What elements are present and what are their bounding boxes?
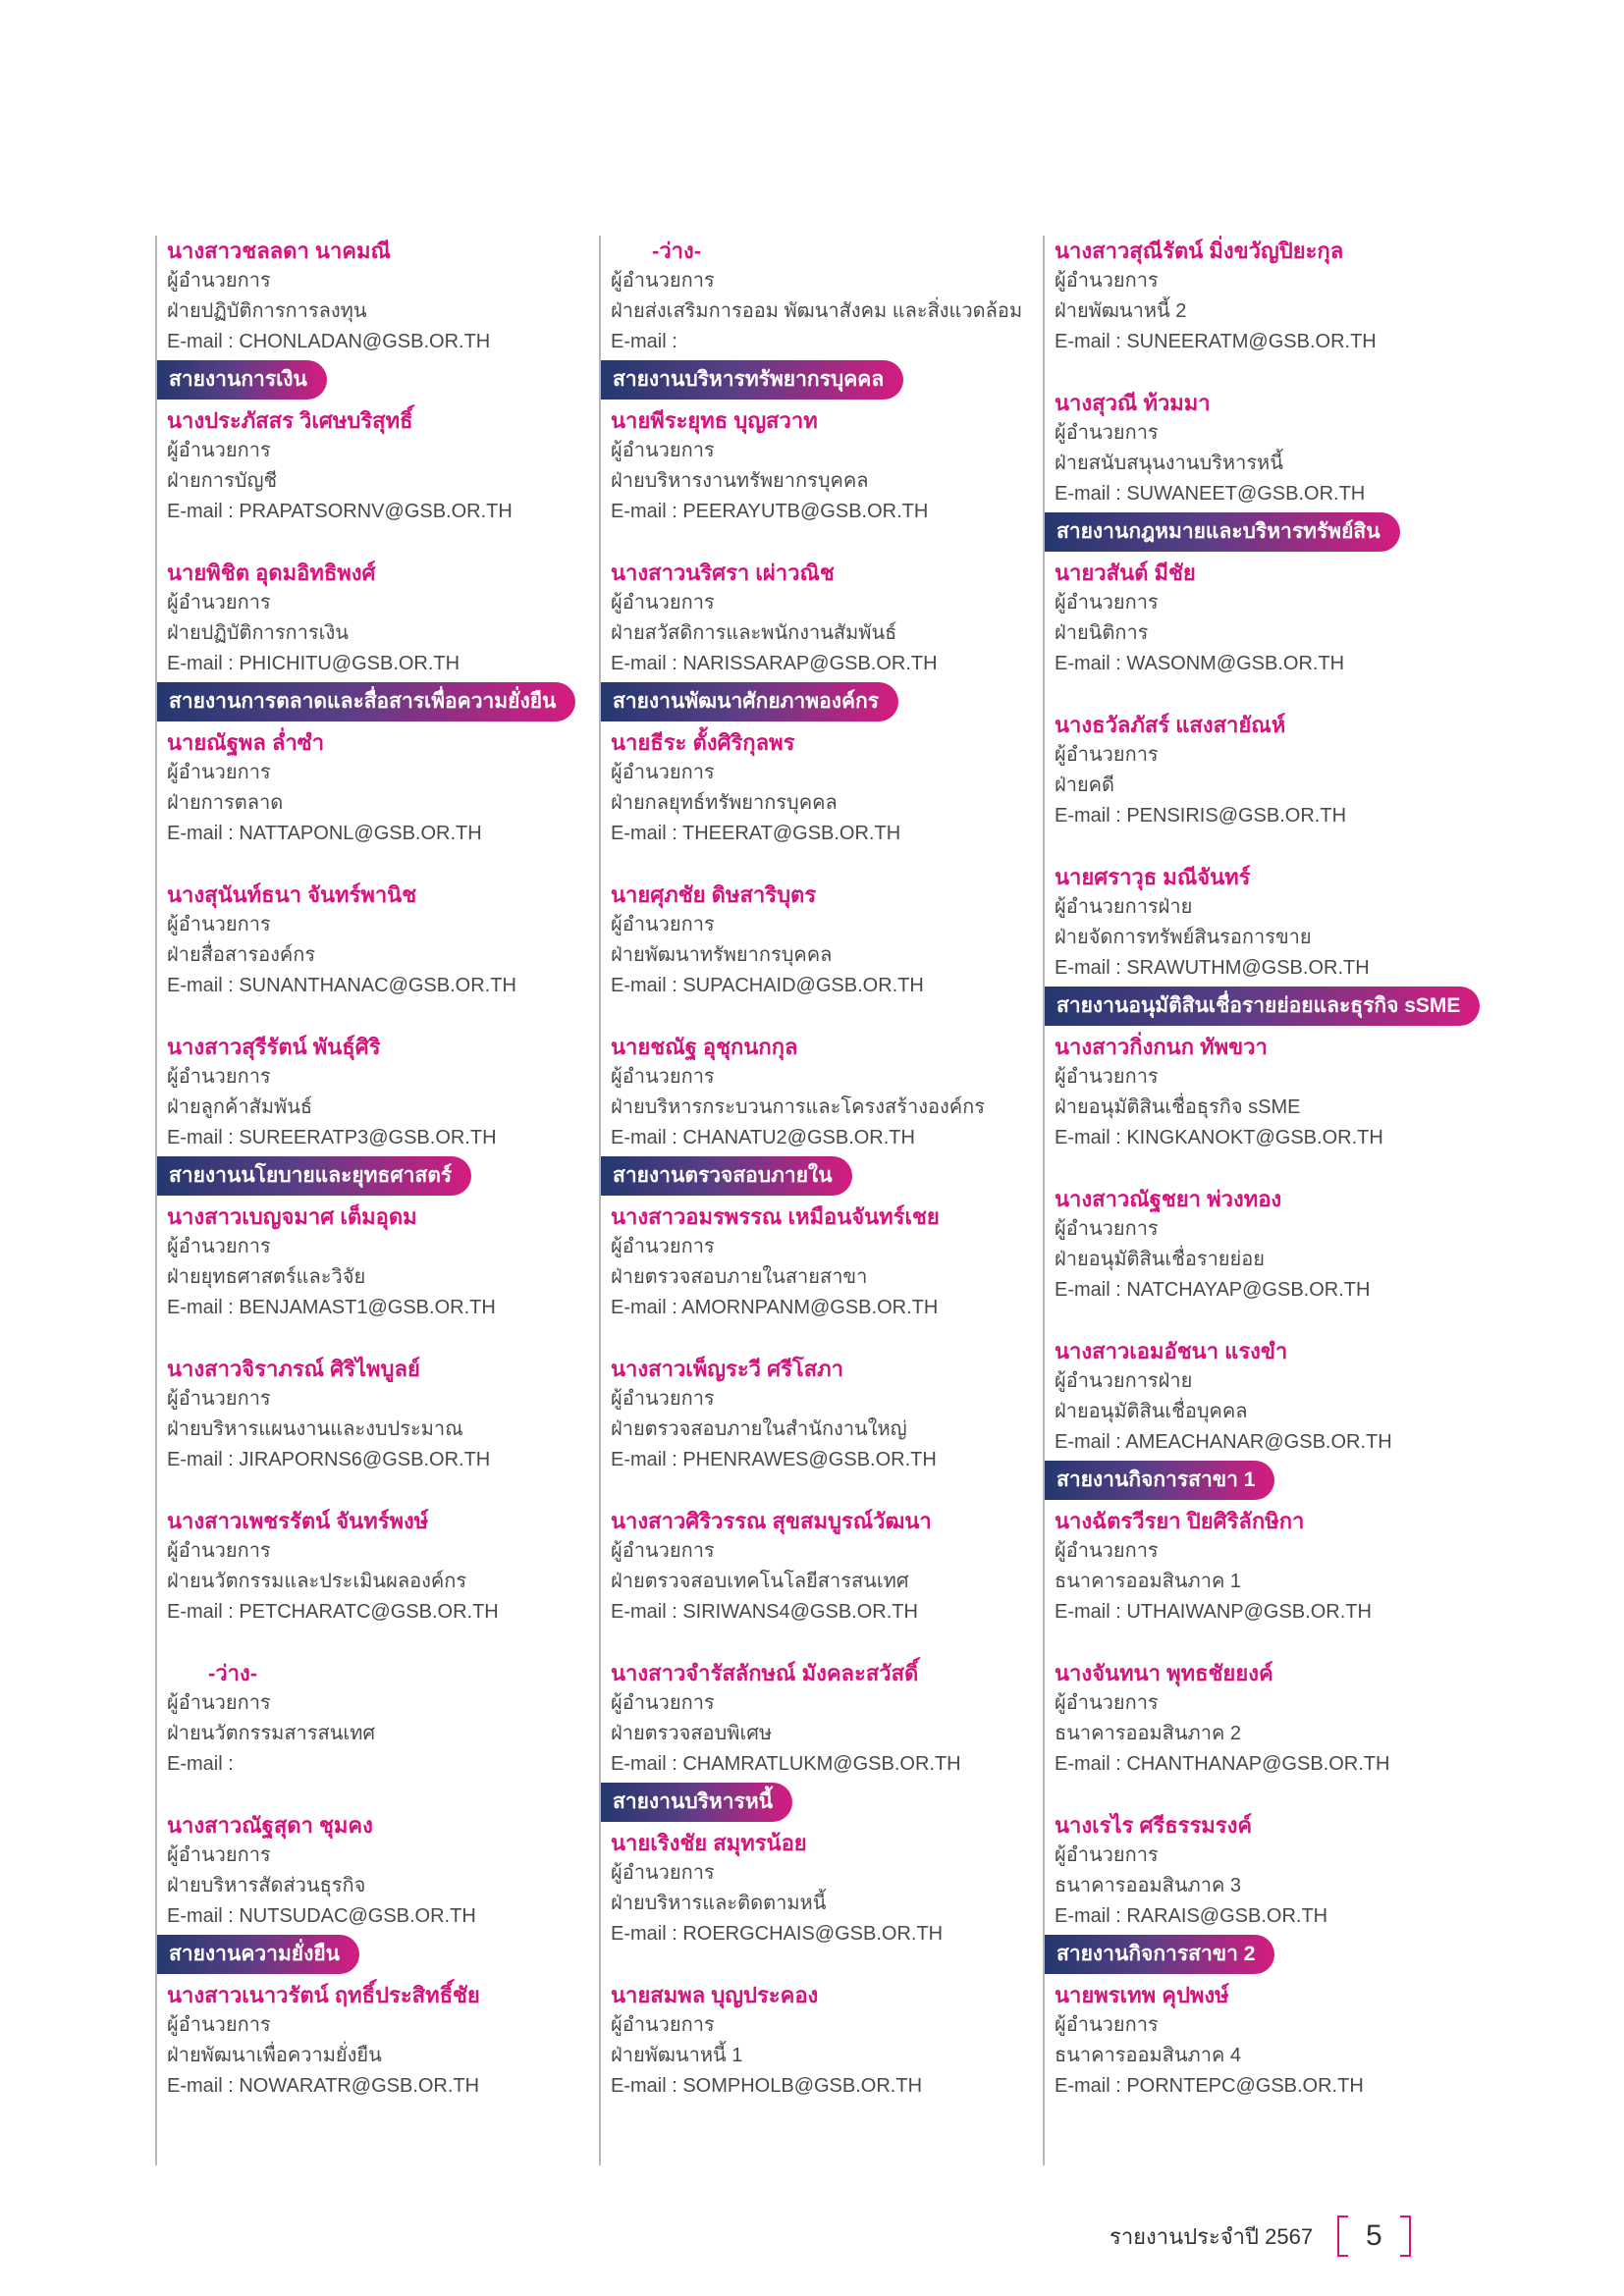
email-address[interactable]: E-mail : CHONLADAN@GSB.OR.TH: [167, 331, 491, 352]
position-title: ผู้อำนวยการ: [611, 440, 715, 461]
position-title: ผู้อำนวยการ: [611, 2014, 715, 2036]
position-title: ผู้อำนวยการ: [611, 592, 715, 614]
contact-entry: [611, 1354, 1033, 1475]
department-name: ฝ่ายส่งเสริมการออม พัฒนาสังคม และสิ่งแวดล้อม: [611, 300, 1023, 322]
report-title: รายงานประจำปี 2567: [1110, 2223, 1314, 2249]
email-address[interactable]: E-mail : WASONM@GSB.OR.TH: [1055, 653, 1345, 674]
column-2: [599, 236, 1033, 2165]
contact-entry: [1055, 1032, 1477, 1153]
department-name: ฝ่ายพัฒนาเพื่อความยั่งยืน: [167, 2045, 382, 2066]
email-address[interactable]: E-mail : AMORNPANM@GSB.OR.TH: [611, 1297, 939, 1318]
person-name: นางจันทนา พุทธชัยยงค์: [1055, 1661, 1273, 1685]
person-name: นางสาวจิราภรณ์ ศิริไพบูลย์: [167, 1357, 420, 1381]
contact-entry: [167, 1032, 589, 1153]
contact-entry: [1055, 1810, 1477, 1932]
left-bracket-icon: [1337, 2216, 1348, 2257]
position-title: ผู้อำนวยการ: [167, 914, 271, 935]
contact-entry: [1055, 1980, 1477, 2102]
email-address[interactable]: E-mail : CHAMRATLUKM@GSB.OR.TH: [611, 1753, 961, 1775]
contact-entry: [1055, 1658, 1477, 1780]
section-header: สายงานนโยบายและยุทธศาสตร์: [157, 1156, 471, 1196]
position-title: ผู้อำนวยการ: [167, 762, 271, 783]
email-address[interactable]: E-mail : SUNANTHANAC@GSB.OR.TH: [167, 975, 516, 996]
section-header: สายงานกิจการสาขา 2: [1045, 1935, 1274, 1974]
email-address[interactable]: E-mail : SUPACHAID@GSB.OR.TH: [611, 975, 924, 996]
page-footer: [1110, 2216, 1411, 2255]
contact-entry: [1055, 862, 1477, 984]
position-title: ผู้อำนวยการฝ่าย: [1055, 896, 1193, 918]
contact-entry: [611, 558, 1033, 679]
email-address[interactable]: E-mail : SUWANEET@GSB.OR.TH: [1055, 483, 1366, 505]
section-header: สายงานความยั่งยืน: [157, 1935, 359, 1974]
email-address[interactable]: E-mail : PORNTEPC@GSB.OR.TH: [1055, 2075, 1364, 2097]
right-bracket-icon: [1400, 2216, 1411, 2257]
contact-entry: [1055, 558, 1477, 679]
department-name: ธนาคารออมสินภาค 2: [1055, 1723, 1242, 1744]
person-name: นางสาวอมรพรรณ เหมือนจันทร์เชย: [611, 1204, 940, 1229]
department-name: ฝ่ายตรวจสอบเทคโนโลยีสารสนเทศ: [611, 1571, 909, 1592]
person-name: นางสาวเพชรรัตน์ จันทร์พงษ์: [167, 1509, 429, 1533]
position-title: ผู้อำนวยการ: [611, 1862, 715, 1884]
person-name: นายพรเทพ คุปพงษ์: [1055, 1983, 1229, 2007]
email-address[interactable]: E-mail : PHENRAWES@GSB.OR.TH: [611, 1449, 937, 1470]
person-name: นายเริงชัย สมุทรน้อย: [611, 1831, 807, 1855]
person-name: นางสาวเนาวรัตน์ ฤทธิ์ประสิทธิ์ชัย: [167, 1983, 480, 2007]
department-name: ฝ่ายสวัสดิการและพนักงานสัมพันธ์: [611, 622, 897, 644]
position-title: ผู้อำนวยการ: [167, 1066, 271, 1088]
contact-entry: [611, 1506, 1033, 1628]
person-name: นายสมพล บุญประคอง: [611, 1983, 819, 2007]
position-title: ผู้อำนวยการ: [167, 270, 271, 292]
section-header: สายงานการเงิน: [157, 360, 327, 400]
contact-entry: [167, 1506, 589, 1628]
column-3: [1043, 236, 1477, 2165]
email-address[interactable]: E-mail : PEERAYUTB@GSB.OR.TH: [611, 501, 929, 522]
email-address[interactable]: E-mail : THEERAT@GSB.OR.TH: [611, 823, 901, 844]
email-address[interactable]: E-mail : ROERGCHAIS@GSB.OR.TH: [611, 1923, 944, 1945]
position-title: ผู้อำนวยการ: [611, 1540, 715, 1562]
position-title: ผู้อำนวยการ: [1055, 422, 1159, 444]
person-name: นายธีระ ตั้งศิริกุลพร: [611, 730, 795, 755]
page-number: 5: [1365, 2219, 1382, 2252]
position-title: ผู้อำนวยการ: [1055, 270, 1159, 292]
department-name: ฝ่ายปฏิบัติการการลงทุน: [167, 300, 367, 322]
contact-entry: [1055, 710, 1477, 831]
position-title: ผู้อำนวยการฝ่าย: [1055, 1370, 1193, 1392]
email-address[interactable]: E-mail : PENSIRIS@GSB.OR.TH: [1055, 805, 1347, 827]
person-name: นายพีระยุทธ บุญสวาท: [611, 408, 818, 433]
position-title: ผู้อำนวยการ: [1055, 1844, 1159, 1866]
department-name: ฝ่ายนวัตกรรมสารสนเทศ: [167, 1723, 376, 1744]
contact-entry: [167, 236, 589, 357]
person-name: นางประภัสสร วิเศษบริสุทธิ์: [167, 408, 413, 433]
person-name: นางสุนันท์ธนา จันทร์พานิช: [167, 882, 417, 907]
department-name: ฝ่ายตรวจสอบภายในสายสาขา: [611, 1266, 868, 1288]
contact-entry: [611, 236, 1033, 357]
contact-entry: [167, 1658, 589, 1780]
position-title: ผู้อำนวยการ: [1055, 1218, 1159, 1240]
contact-entry: [611, 1201, 1033, 1323]
contact-entry: [1055, 1336, 1477, 1458]
email-address[interactable]: E-mail : NATCHAYAP@GSB.OR.TH: [1055, 1279, 1371, 1301]
email-address[interactable]: E-mail :: [167, 1753, 234, 1775]
email-address[interactable]: E-mail : NARISSARAP@GSB.OR.TH: [611, 653, 938, 674]
department-name: ฝ่ายบริหารและติดตามหนี้: [611, 1893, 827, 1914]
section-header: สายงานบริหารทรัพยากรบุคคล: [601, 360, 903, 400]
department-name: ฝ่ายปฏิบัติการการเงิน: [167, 622, 349, 644]
contact-entry: [611, 880, 1033, 1001]
department-name: ฝ่ายบริหารแผนงานและงบประมาณ: [167, 1418, 463, 1440]
department-name: ธนาคารออมสินภาค 3: [1055, 1875, 1242, 1896]
email-address[interactable]: E-mail : SUREERATP3@GSB.OR.TH: [167, 1127, 497, 1148]
department-name: ฝ่ายพัฒนาทรัพยากรบุคคล: [611, 944, 833, 966]
email-address[interactable]: E-mail : SIRIWANS4@GSB.OR.TH: [611, 1601, 918, 1623]
position-title: ผู้อำนวยการ: [167, 1236, 271, 1257]
section-header: สายงานพัฒนาศักยภาพองค์กร: [601, 682, 898, 721]
section-header: สายงานกฎหมายและบริหารทรัพย์สิน: [1045, 512, 1400, 552]
person-name: นางสาวเพ็ญระวี ศรีโสภา: [611, 1357, 844, 1381]
person-name: -ว่าง-: [208, 1661, 258, 1685]
department-name: ฝ่ายบริหารกระบวนการและโครงสร้างองค์กร: [611, 1096, 986, 1118]
section-header: สายงานการตลาดและสื่อสารเพื่อความยั่งยืน: [157, 682, 575, 721]
department-name: ฝ่ายบริหารงานทรัพยากรบุคคล: [611, 470, 869, 492]
email-address[interactable]: E-mail : NOWARATR@GSB.OR.TH: [167, 2075, 480, 2097]
person-name: นายศุภชัย ดิษสาริบุตร: [611, 882, 817, 907]
person-name: นายวสันต์ มีชัย: [1055, 561, 1196, 585]
position-title: ผู้อำนวยการ: [167, 592, 271, 614]
department-name: ธนาคารออมสินภาค 1: [1055, 1571, 1242, 1592]
person-name: นายศราวุธ มณีจันทร์: [1055, 865, 1251, 889]
person-name: นางสาวสุณีรัตน์ มิ่งขวัญปิยะกุล: [1055, 239, 1344, 263]
contact-entry: [611, 405, 1033, 527]
position-title: ผู้อำนวยการ: [611, 762, 715, 783]
person-name: นายชณัฐ อุชุกนกกุล: [611, 1035, 798, 1059]
department-name: ฝ่ายสื่อสารองค์กร: [167, 944, 316, 966]
column-1: [155, 236, 589, 2165]
contact-entry: [611, 1980, 1033, 2102]
position-title: ผู้อำนวยการ: [611, 1066, 715, 1088]
position-title: ผู้อำนวยการ: [611, 914, 715, 935]
position-title: ผู้อำนวยการ: [1055, 1692, 1159, 1714]
contact-entry: [611, 1658, 1033, 1780]
position-title: ผู้อำนวยการ: [611, 1692, 715, 1714]
department-name: ฝ่ายอนุมัติสินเชื่อธุรกิจ sSME: [1055, 1096, 1301, 1118]
person-name: นางสาวศิริวรรณ สุขสมบูรณ์วัฒนา: [611, 1509, 932, 1533]
person-name: นางสาวณัฐสุดา ชุมคง: [167, 1813, 373, 1838]
contact-entry: [1055, 1184, 1477, 1306]
contact-entry: [167, 1810, 589, 1932]
section-header: สายงานกิจการสาขา 1: [1045, 1461, 1274, 1500]
email-address[interactable]: E-mail : SUNEERATM@GSB.OR.TH: [1055, 331, 1377, 352]
section-header: สายงานอนุมัติสินเชื่อรายย่อยและธุรกิจ sSME: [1045, 987, 1480, 1026]
section-header: สายงานบริหารหนี้: [601, 1783, 792, 1822]
person-name: -ว่าง-: [652, 239, 702, 263]
contact-entry: [167, 558, 589, 679]
position-title: ผู้อำนวยการ: [167, 1844, 271, 1866]
department-name: ฝ่ายอนุมัติสินเชื่อรายย่อย: [1055, 1249, 1265, 1270]
department-name: ฝ่ายนวัตกรรมและประเมินผลองค์กร: [167, 1571, 467, 1592]
contact-entry: [167, 727, 589, 849]
position-title: ผู้อำนวยการ: [1055, 2014, 1159, 2036]
department-name: ฝ่ายตรวจสอบภายในสำนักงานใหญ่: [611, 1418, 907, 1440]
person-name: นางสาวจำรัสลักษณ์ มังคละสวัสดิ์: [611, 1661, 919, 1685]
position-title: ผู้อำนวยการ: [1055, 744, 1159, 766]
contact-entry: [167, 880, 589, 1001]
department-name: ฝ่ายกลยุทธ์ทรัพยากรบุคคล: [611, 792, 838, 814]
contact-entry: [611, 727, 1033, 849]
person-name: นายณัฐพล ล่ำซำ: [167, 730, 325, 755]
department-name: ฝ่ายพัฒนาหนี้ 1: [611, 2045, 743, 2066]
position-title: ผู้อำนวยการ: [611, 270, 715, 292]
position-title: ผู้อำนวยการ: [1055, 592, 1159, 614]
person-name: นายพิชิต อุดมอิทธิพงศ์: [167, 561, 376, 585]
contact-entry: [1055, 236, 1477, 357]
department-name: ฝ่ายพัฒนาหนี้ 2: [1055, 300, 1187, 322]
department-name: ฝ่ายยุทธศาสตร์และวิจัย: [167, 1266, 366, 1288]
person-name: นางฉัตรวีรยา ปิยศิริลักษิกา: [1055, 1509, 1305, 1533]
contact-entry: [611, 1828, 1033, 1949]
position-title: ผู้อำนวยการ: [1055, 1540, 1159, 1562]
department-name: ฝ่ายอนุมัติสินเชื่อบุคคล: [1055, 1401, 1248, 1422]
email-address[interactable]: E-mail : RARAIS@GSB.OR.TH: [1055, 1905, 1328, 1927]
contact-entry: [167, 1980, 589, 2102]
department-name: ธนาคารออมสินภาค 4: [1055, 2045, 1242, 2066]
section-header: สายงานตรวจสอบภายใน: [601, 1156, 852, 1196]
email-address[interactable]: E-mail : AMEACHANAR@GSB.OR.TH: [1055, 1431, 1392, 1453]
contact-entry: [1055, 388, 1477, 509]
email-address[interactable]: E-mail :: [611, 331, 677, 352]
department-name: ฝ่ายบริหารสัดส่วนธุรกิจ: [167, 1875, 366, 1896]
position-title: ผู้อำนวยการ: [611, 1236, 715, 1257]
person-name: นางสาวเอมอัชนา แรงขำ: [1055, 1339, 1288, 1363]
person-name: นางสาวกิ่งกนก ทัพขวา: [1055, 1035, 1268, 1059]
position-title: ผู้อำนวยการ: [167, 440, 271, 461]
email-address[interactable]: E-mail : BENJAMAST1@GSB.OR.TH: [167, 1297, 496, 1318]
email-address[interactable]: E-mail : SRAWUTHM@GSB.OR.TH: [1055, 957, 1370, 979]
person-name: นางสาวสุรีรัตน์ พันธุ์ศิริ: [167, 1035, 381, 1059]
position-title: ผู้อำนวยการ: [167, 1540, 271, 1562]
department-name: ฝ่ายคดี: [1055, 774, 1115, 796]
email-address[interactable]: E-mail : UTHAIWANP@GSB.OR.TH: [1055, 1601, 1372, 1623]
position-title: ผู้อำนวยการ: [167, 2014, 271, 2036]
position-title: ผู้อำนวยการ: [611, 1388, 715, 1410]
position-title: ผู้อำนวยการ: [167, 1692, 271, 1714]
email-address[interactable]: E-mail : CHANATU2@GSB.OR.TH: [611, 1127, 915, 1148]
contact-entry: [1055, 1506, 1477, 1628]
contact-entry: [167, 1354, 589, 1475]
email-address[interactable]: E-mail : PRAPATSORNV@GSB.OR.TH: [167, 501, 513, 522]
person-name: นางสาวณัฐชยา พ่วงทอง: [1055, 1187, 1282, 1211]
email-address[interactable]: E-mail : PETCHARATC@GSB.OR.TH: [167, 1601, 499, 1623]
email-address[interactable]: E-mail : PHICHITU@GSB.OR.TH: [167, 653, 460, 674]
person-name: นางเรไร ศรีธรรมรงค์: [1055, 1813, 1253, 1838]
person-name: นางสาวชลลดา นาคมณี: [167, 239, 391, 263]
department-name: ฝ่ายการตลาด: [167, 792, 284, 814]
email-address[interactable]: E-mail : NATTAPONL@GSB.OR.TH: [167, 823, 482, 844]
department-name: ฝ่ายสนับสนุนงานบริหารหนี้: [1055, 453, 1283, 474]
email-address[interactable]: E-mail : SOMPHOLB@GSB.OR.TH: [611, 2075, 923, 2097]
email-address[interactable]: E-mail : JIRAPORNS6@GSB.OR.TH: [167, 1449, 491, 1470]
email-address[interactable]: E-mail : CHANTHANAP@GSB.OR.TH: [1055, 1753, 1390, 1775]
person-name: นางสาวเบญจมาศ เต็มอุดม: [167, 1204, 417, 1229]
email-address[interactable]: E-mail : NUTSUDAC@GSB.OR.TH: [167, 1905, 476, 1927]
department-name: ฝ่ายการบัญชี: [167, 470, 278, 492]
position-title: ผู้อำนวยการ: [1055, 1066, 1159, 1088]
person-name: นางธวัลภัสร์ แสงสายัณห์: [1055, 713, 1286, 737]
department-name: ฝ่ายตรวจสอบพิเศษ: [611, 1723, 773, 1744]
department-name: ฝ่ายจัดการทรัพย์สินรอการขาย: [1055, 927, 1312, 948]
person-name: นางสุวณี ท้วมมา: [1055, 391, 1211, 415]
contact-entry: [167, 405, 589, 527]
position-title: ผู้อำนวยการ: [167, 1388, 271, 1410]
person-name: นางสาวนริศรา เผ่าวณิช: [611, 561, 835, 585]
contact-entry: [611, 1032, 1033, 1153]
department-name: ฝ่ายนิติการ: [1055, 622, 1149, 644]
email-address[interactable]: E-mail : KINGKANOKT@GSB.OR.TH: [1055, 1127, 1383, 1148]
contact-entry: [167, 1201, 589, 1323]
department-name: ฝ่ายลูกค้าสัมพันธ์: [167, 1096, 313, 1118]
